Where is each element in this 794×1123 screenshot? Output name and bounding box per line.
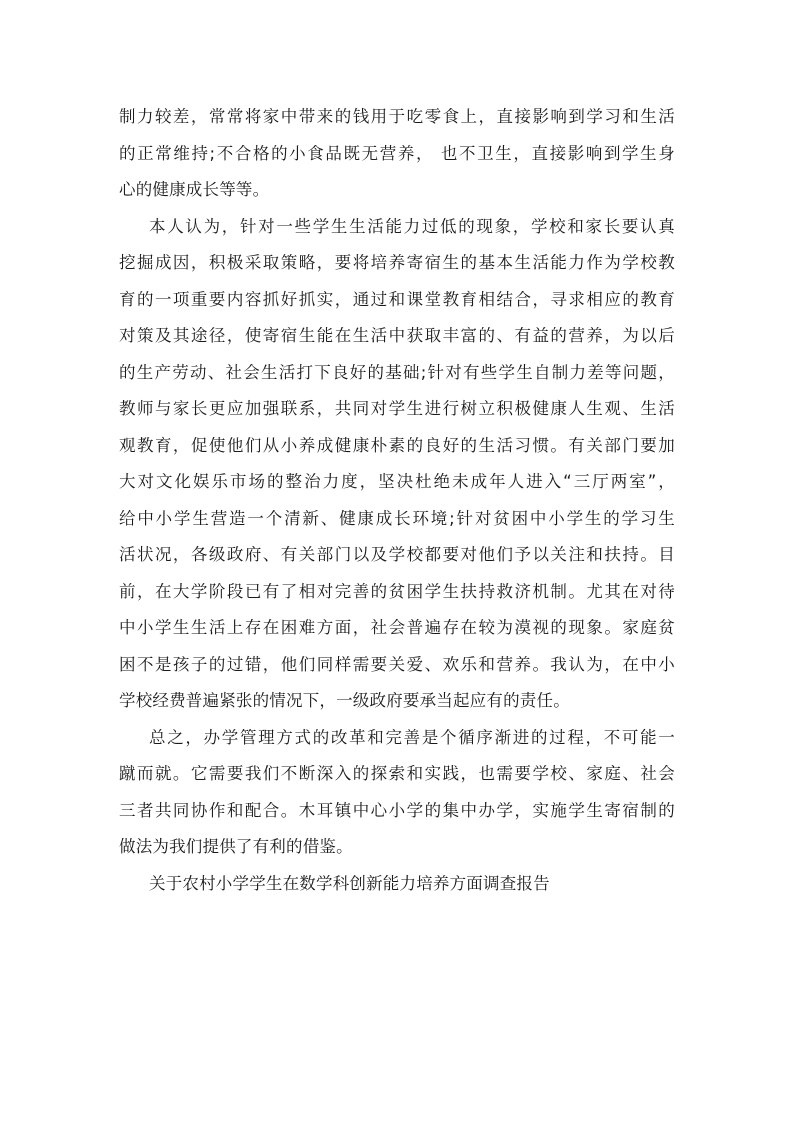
text-line: 心的健康成长等等。: [119, 180, 270, 199]
text-line: 困不是孩子的过错，他们同样需要关爱、欢乐和营养。我认为，在中小: [119, 654, 675, 674]
text-line: 学校经费普遍紧张的情况下，一级政府要承当起应有的责任。: [119, 691, 570, 710]
text-line: 挖掘成因，积极采取策略，要将培养寄宿生的基本生活能力作为学校教: [119, 253, 675, 272]
paragraph: [119, 866, 675, 903]
paragraph: [119, 720, 675, 866]
text-line: 的生产劳动、社会生活打下良好的基础;针对有些学生自制力差等问题，: [119, 362, 675, 382]
text-line: 给中小学生营造一个清新、健康成长环境;针对贫困中小学生的学习生: [119, 508, 675, 528]
paragraph: [119, 209, 675, 720]
text-line: 三者共同协作和配合。木耳镇中心小学的集中办学，实施学生寄宿制的: [119, 800, 675, 820]
text-line: 本人认为，针对一些学生生活能力过低的现象，学校和家长要认真: [149, 216, 675, 236]
text-line: 大对文化娱乐市场的整治力度，坚决杜绝未成年人进入“三厅两室”，: [119, 472, 675, 491]
document-body: [119, 99, 675, 902]
section-heading: 关于农村小学学生在数学科创新能力培养方面调查报告: [149, 873, 550, 893]
text-line: 制力较差，常常将家中带来的钱用于吃零食上，直接影响到学习和生活: [119, 107, 675, 126]
text-line: 观教育，促使他们从小养成健康朴素的良好的生活习惯。有关部门要加: [119, 435, 675, 455]
text-line: 活状况，各级政府、有关部门以及学校都要对他们予以关注和扶持。目: [119, 545, 675, 564]
text-line: 中小学生生活上存在困难方面，社会普遍存在较为漠视的现象。家庭贫: [119, 618, 675, 637]
paragraph: [119, 99, 675, 209]
text-line: 前，在大学阶段已有了相对完善的贫困学生扶持救济机制。尤其在对待: [119, 581, 675, 601]
text-line: 蹴而就。它需要我们不断深入的探索和实践，也需要学校、家庭、社会: [119, 764, 675, 783]
text-line: 育的一项重要内容抓好抓实，通过和课堂教育相结合，寻求相应的教育: [119, 289, 675, 309]
text-line: 做法为我们提供了有利的借鉴。: [119, 837, 353, 856]
text-line: 总之，办学管理方式的改革和完善是个循序渐进的过程，不可能一: [149, 727, 675, 747]
text-line: 的正常维持;不合格的小食品既无营养， 也不卫生，直接影响到学生身: [119, 143, 675, 163]
text-line: 对策及其途径，使寄宿生能在生活中获取丰富的、有益的营养，为以后: [119, 326, 675, 345]
text-line: 教师与家长更应加强联系，共同对学生进行树立积极健康人生观、生活: [119, 399, 675, 418]
